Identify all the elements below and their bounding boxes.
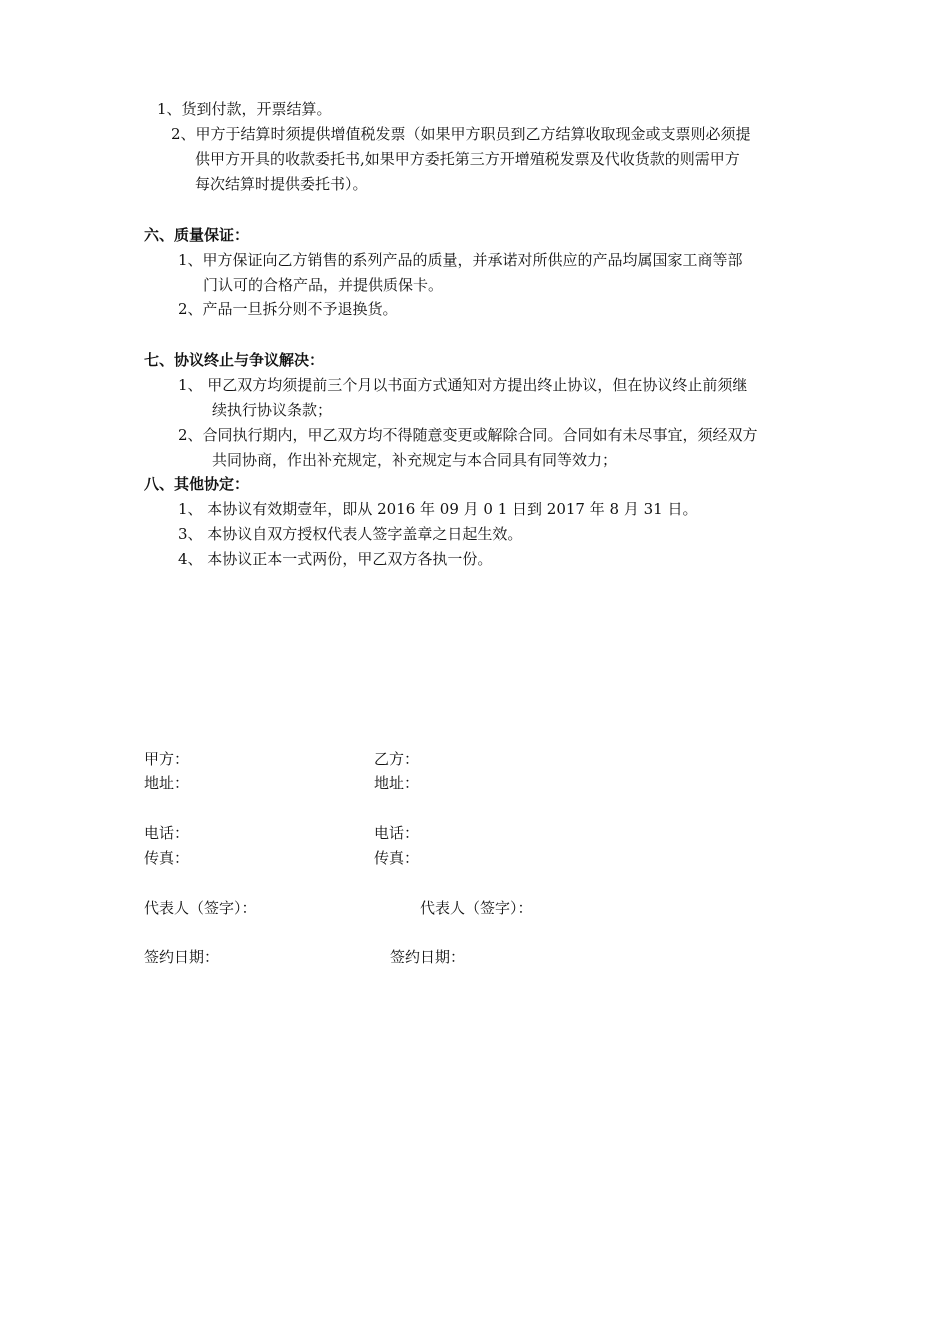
sign-date-b-label: 签约日期： [390,948,466,966]
termination-item-1-line-2: 续执行协议条款； [212,401,333,419]
payment-item-1: 1、货到付款，开票结算。 [157,100,332,118]
sign-date-a-label: 签约日期： [144,948,220,966]
fax-a-label: 传真： [144,849,190,867]
fax-b-label: 传真： [374,849,420,867]
quality-item-2: 2、产品一旦拆分则不予退换货。 [178,300,398,318]
address-a-label: 地址： [144,774,190,792]
phone-b-label: 电话： [374,824,420,842]
phone-a-label: 电话： [144,824,190,842]
quality-item-1-line-1: 1、甲方保证向乙方销售的系列产品的质量，并承诺对所供应的产品均属国家工商等部 [178,251,743,269]
other-item-3: 3、 本协议自双方授权代表人签字盖章之日起生效。 [178,525,523,543]
termination-heading: 七、协议终止与争议解决： [144,351,325,369]
payment-item-2-line-1: 2、甲方于结算时须提供增值税发票（如果甲方职员到乙方结算收取现金或支票则必须提 [171,125,751,143]
other-item-4: 4、 本协议正本一式两份，甲乙双方各执一份。 [178,550,493,568]
termination-item-2-line-1: 2、合同执行期内，甲乙双方均不得随意变更或解除合同。合同如有未尽事宜，须经双方 [178,426,758,444]
termination-item-2-line-2: 共同协商，作出补充规定，补充规定与本合同具有同等效力； [212,451,618,469]
quality-item-1-line-2: 门认可的合格产品，并提供质保卡。 [203,276,444,294]
termination-item-1-line-1: 1、 甲乙双方均须提前三个月以书面方式通知对方提出终止协议，但在协议终止前须继 [178,376,748,394]
other-item-1: 1、 本协议有效期壹年，即从 2016 年 09 月 0 1 日到 2017 年 8 月 31 日。 [178,500,698,518]
payment-item-2-line-3: 每次结算时提供委托书）。 [195,175,368,193]
representative-b-label: 代表人（签字）： [420,899,533,917]
quality-heading: 六、质量保证： [144,226,250,244]
representative-a-label: 代表人（签字）： [144,899,257,917]
address-b-label: 地址： [374,774,420,792]
payment-item-2-line-2: 供甲方开具的收款委托书,如果甲方委托第三方开增殖税发票及代收货款的则需甲方 [195,150,740,168]
party-a-label: 甲方： [144,750,190,768]
other-heading: 八、其他协定： [144,475,250,493]
party-b-label: 乙方： [374,750,420,768]
